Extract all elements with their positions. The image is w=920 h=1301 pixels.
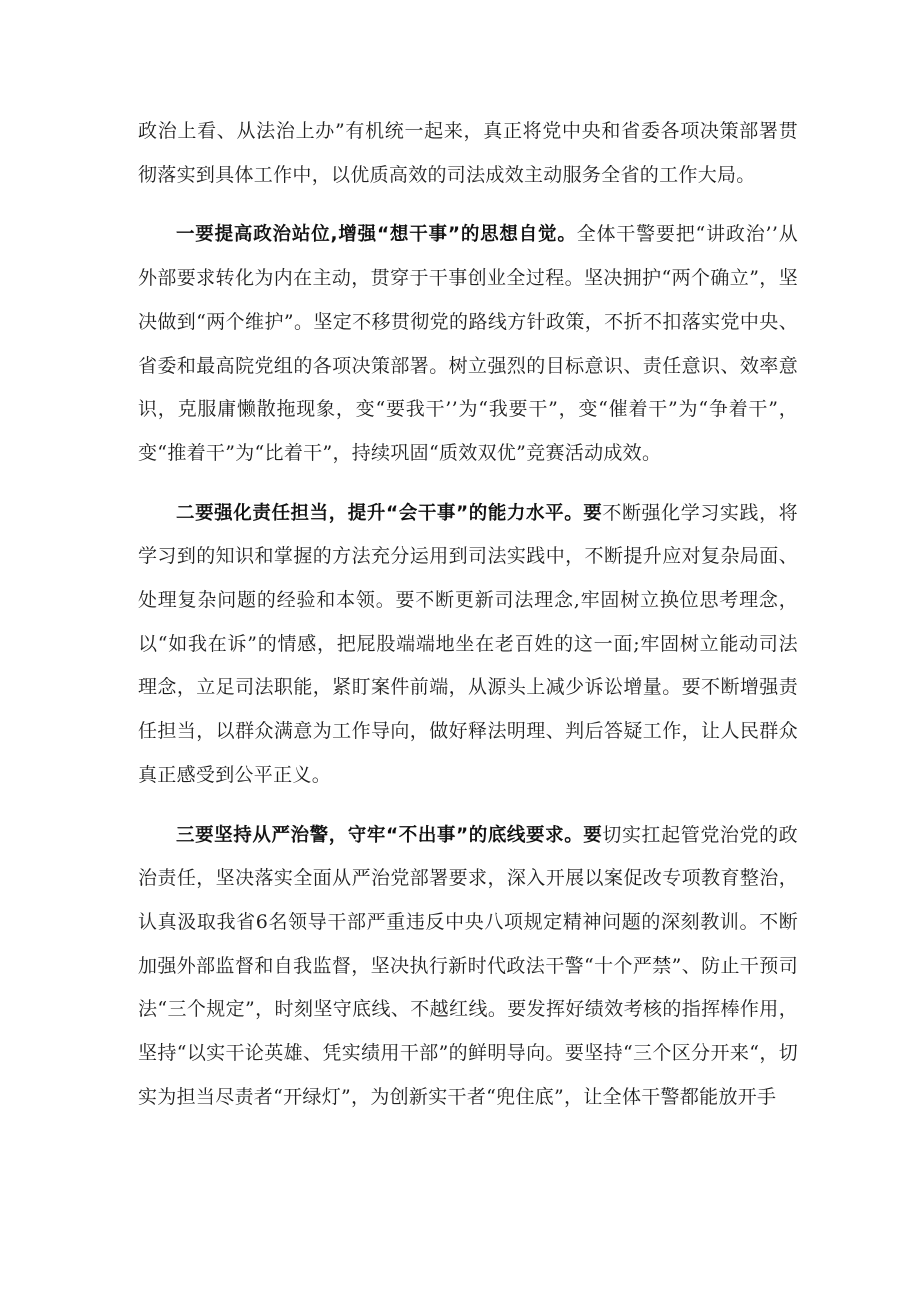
paragraph-lead-heading: 二要强化责任担当，提升“会干事”的能力水平。要 <box>176 502 603 524</box>
paragraph-text: 政治上看、从法治上办”有机统一起来，真正将党中央和省委各项决策部署贯彻落实到具体工作中，以优质高效的司法成效主动服务全省的工作大局。 <box>138 120 798 186</box>
document-page <box>138 110 798 1119</box>
paragraph-text: 全体干警要把“讲政治’’从外部要求转化为内在主动，贯穿于干事创业全过程。坚决拥护“两个确立”，坚决做到“两个维护”。坚定不移贯彻党的路线方针政策，不折不扣落实党中央、省委和最高院党组的各项决策部署。树立强烈的目标意识、责任意识、效率意识，克服庸懒散拖现象，变“要我干’’为“我要干”，变“催着干”为“争着干”，变“推着干”为“比着干”，持续巩固“质效双优”竞赛活动成效。 <box>138 223 798 464</box>
paragraph-text: 不断强化学习实践，将学习到的知识和掌握的方法充分运用到司法实践中，不断提升应对复杂局面、处理复杂问题的经验和本领。要不断更新司法理念,牢固树立换位思考理念，以“如我在诉”的情感，把屁股端端地坐在老百姓的这一面;牢固树立能动司法理念，立足司法职能，紧盯案件前端，从源头上减少诉讼增量。要不断增强责任担当，以群众满意为工作导向，做好释法明理、判后答疑工作，让人民群众真正感受到公平正义。 <box>138 501 798 786</box>
paragraph-gap <box>138 476 798 492</box>
paragraph-gap <box>138 798 798 814</box>
paragraph-gap <box>138 197 798 213</box>
paragraph-text: 切实扛起管党治党的政治责任，坚决落实全面从严治党部署要求，深入开展以案促改专项教育整治，认真汲取我省6名领导干部严重违反中央八项规定精神问题的深刻教训。不断加强外部监督和自我监督，坚决执行新时代政法干警“十个严禁”、防止干预司法“三个规定”，时刻坚守底线、不越红线。要发挥好绩效考核的指挥棒作用，坚持“以实干论英雄、凭实绩用干部”的鲜明导向。要坚持“三个区分开来“，切实为担当尽责者“开绿灯”，为创新实干者“兜住底”，让全体干警都能放开手 <box>138 823 798 1108</box>
paragraph-continuation <box>138 110 798 197</box>
paragraph-strict-governance <box>138 814 798 1120</box>
paragraph-lead-heading: 一要提高政治站位,增强“想干事”的思想自觉。 <box>176 224 577 246</box>
paragraph-political-stance <box>138 213 798 475</box>
paragraph-responsibility <box>138 492 798 798</box>
paragraph-lead-heading: 三要坚持从严治警，守牢“不出事”的底线要求。要 <box>176 824 603 846</box>
